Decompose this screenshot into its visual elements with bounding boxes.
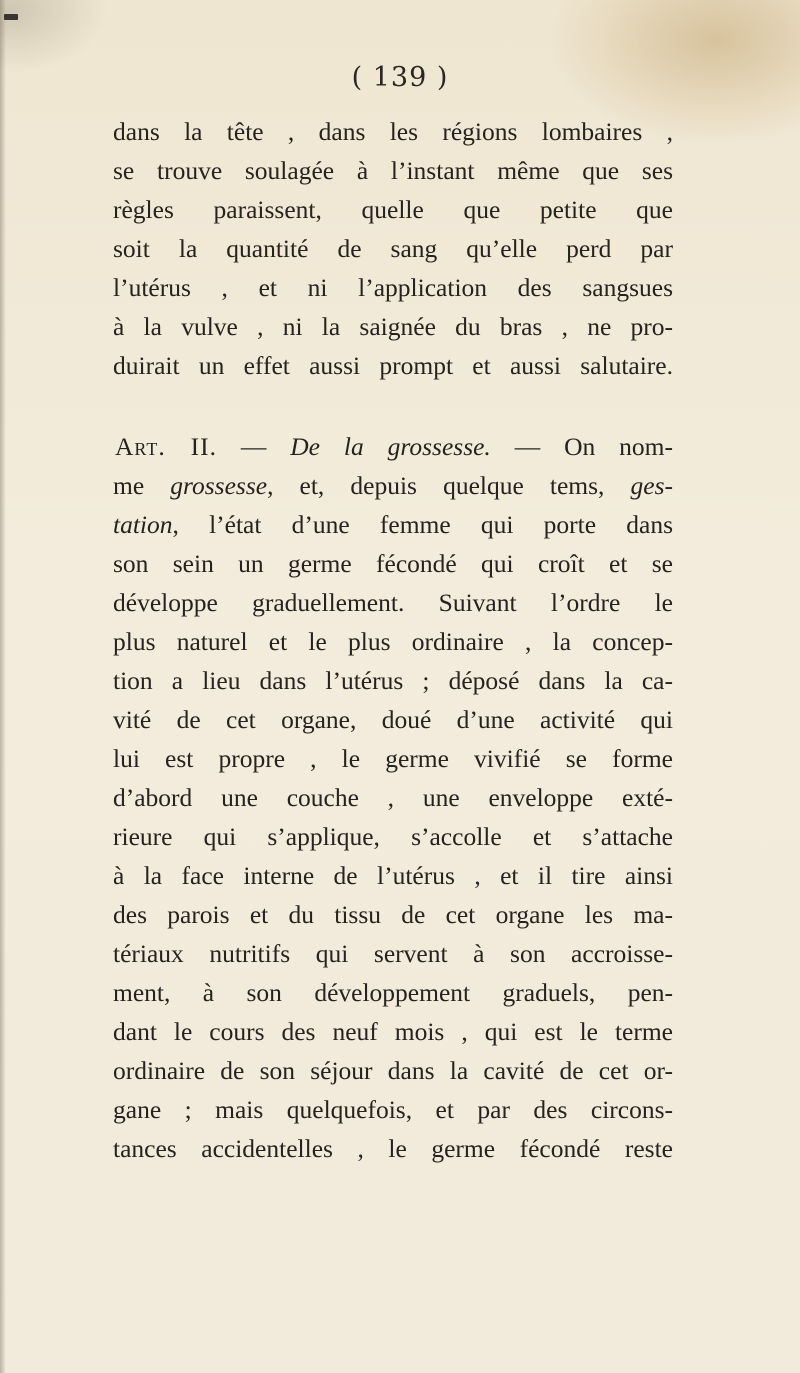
text-line: des parois et du tissu de cet organe les ma- [113, 900, 673, 929]
text-line: son sein un germe fécondé qui croît et se [113, 549, 673, 578]
article-heading-line [113, 427, 673, 466]
text-line: soit la quantité de sang qu’elle perd par [113, 234, 673, 263]
text-line: ment, à son développement graduels, pen- [113, 978, 673, 1007]
text-line: d’abord une couche , une enveloppe exté- [113, 783, 673, 812]
text-line: se trouve soulagée à l’instant même que ses [113, 156, 673, 185]
text-line: tériaux nutritifs qui servent à son accroisse- [113, 939, 673, 968]
text-line: tion a lieu dans l’utérus ; déposé dans la ca- [113, 666, 673, 695]
text-line: règles paraissent, quelle que petite que [113, 195, 673, 224]
text-segment: , l’état d’une femme qui porte dans [172, 510, 673, 539]
text-line: à la face interne de l’utérus , et il tire ainsi [113, 861, 673, 890]
text-line: développe graduellement. Suivant l’ordre le [113, 588, 673, 617]
text-line: dans la tête , dans les régions lombaires , [113, 117, 673, 146]
text-line [113, 505, 673, 544]
italic-term: tation [113, 510, 173, 539]
text-line: plus naturel et le plus ordinaire , la concep- [113, 627, 673, 656]
page-number: ( 139 ) [351, 62, 449, 93]
page-edge-shadow [0, 0, 6, 1373]
italic-term: grossesse [170, 471, 268, 500]
page-corner-mark [4, 14, 18, 20]
text-line: vité de cet organe, doué d’une activité qui [113, 705, 673, 734]
text-line: lui est propre , le germe vivifié se forme [113, 744, 673, 773]
text-line: tances accidentelles , le germe fécondé reste [113, 1134, 673, 1163]
text-segment: me [113, 471, 171, 500]
text-line [113, 466, 673, 505]
text-line: ordinaire de son séjour dans la cavité de cet or- [113, 1056, 673, 1085]
article-label: Art. II. [115, 432, 217, 461]
text-line: rieure qui s’applique, s’accolle et s’attache [113, 822, 673, 851]
text-line: à la vulve , ni la saignée du bras , ne pro- [113, 312, 673, 341]
text-line: dant le cours des neuf mois , qui est le terme [113, 1017, 673, 1046]
text-segment: , et, depuis quelque tems, [267, 471, 631, 500]
body-text [113, 112, 673, 1168]
article-heading: De la grossesse. [290, 432, 491, 461]
paragraph-gap [113, 385, 673, 427]
heading-dash: — [216, 432, 291, 461]
text-line: gane ; mais quelquefois, et par des circons- [113, 1095, 673, 1124]
heading-tail: — On nom- [490, 432, 673, 461]
paragraph-continuation [113, 112, 673, 385]
text-line: duirait un effet aussi prompt et aussi salutaire. [113, 351, 673, 380]
text-line: l’utérus , et ni l’application des sangsues [113, 273, 673, 302]
article-paragraph [113, 427, 673, 1168]
italic-term: ges- [630, 471, 673, 500]
